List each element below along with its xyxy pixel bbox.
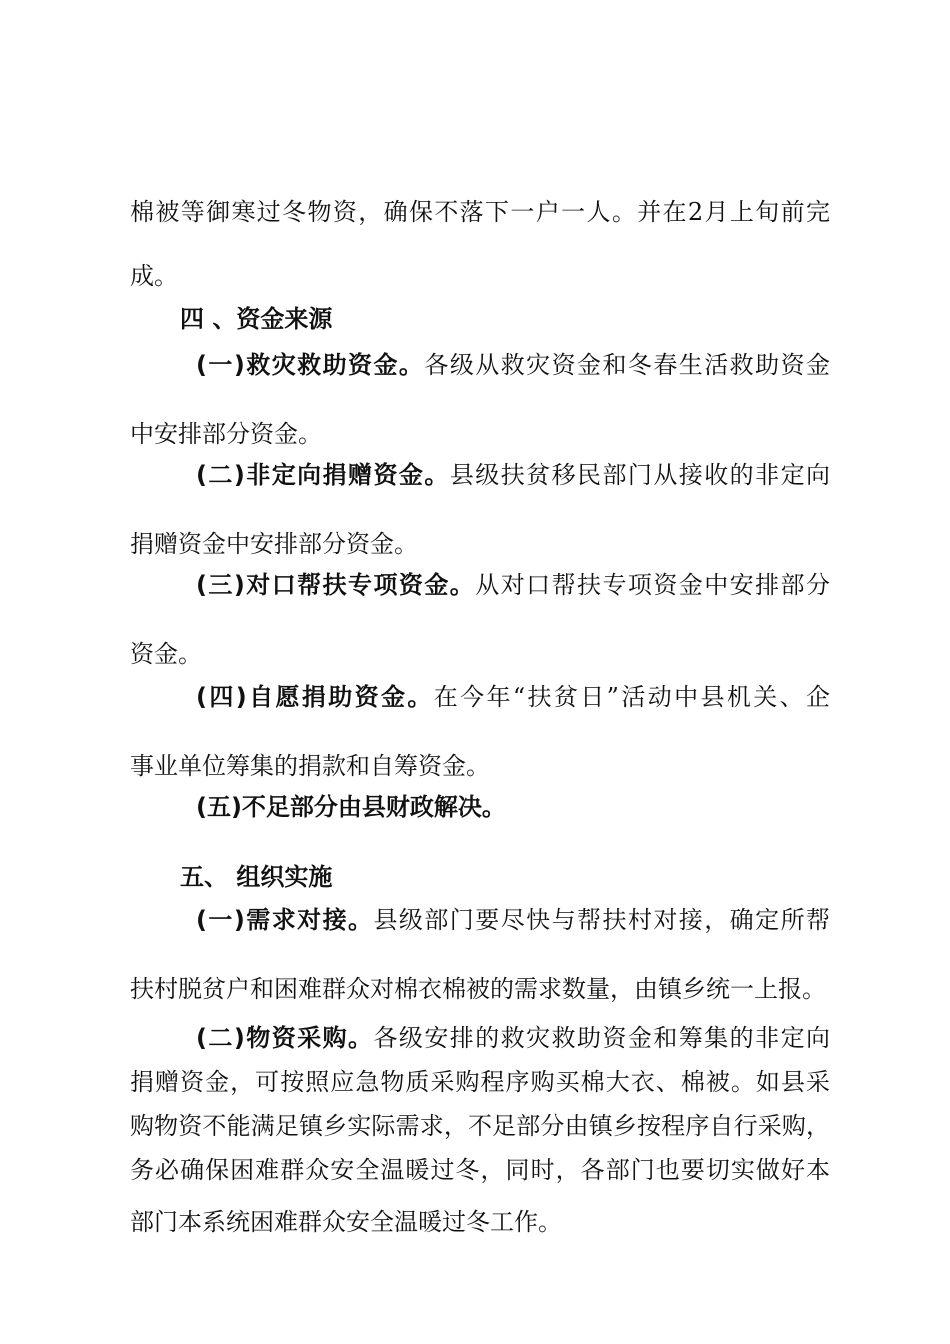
item-1 bbox=[196, 904, 830, 936]
paragraph-line: 捐赠资金中安排部分资金。 bbox=[130, 530, 418, 558]
item-3 bbox=[196, 569, 830, 601]
paragraph-line: 务必确保困难群众安全温暖过冬，同时，各部门也要切实做好本 bbox=[130, 1156, 830, 1184]
paragraph-line: 棉被等御寒过冬物资，确保不落下一户一人。并在2月上旬前完 bbox=[130, 198, 830, 226]
item-2 bbox=[196, 459, 830, 491]
paragraph-line: 资金。 bbox=[130, 640, 202, 668]
item-1 bbox=[196, 349, 830, 381]
item-label: (一)需求对接。 bbox=[196, 906, 374, 934]
paragraph-line: 成。 bbox=[130, 262, 178, 290]
item-text: 在今年“扶贫日”活动中县机关、企 bbox=[433, 683, 830, 711]
item-4 bbox=[196, 681, 830, 713]
item-text: 从对口帮扶专项资金中安排部分 bbox=[475, 571, 831, 599]
item-2 bbox=[196, 1022, 830, 1054]
paragraph-line: 部门本系统困难群众安全温暖过冬工作。 bbox=[130, 1208, 562, 1236]
paragraph-line: 捐赠资金，可按照应急物质采购程序购买棉大衣、棉被。如县采 bbox=[130, 1068, 830, 1096]
section-heading-4: 四 、资金来源 bbox=[180, 305, 333, 333]
item-text: 各级安排的救灾救助资金和筹集的非定向 bbox=[373, 1024, 831, 1052]
paragraph-line: 中安排部分资金。 bbox=[130, 420, 322, 448]
item-label: (五)不足部分由县财政解决。 bbox=[196, 793, 506, 821]
item-text: 县级扶贫移民部门从接收的非定向 bbox=[449, 461, 831, 489]
item-label: (二)非定向捐赠资金。 bbox=[196, 461, 450, 489]
section-heading-5: 五、 组织实施 bbox=[180, 863, 333, 891]
item-label: (三)对口帮扶专项资金。 bbox=[196, 571, 476, 599]
item-text: 各级从救灾资金和冬春生活救助资金 bbox=[424, 351, 831, 379]
item-label: (一)救灾救助资金。 bbox=[196, 351, 425, 379]
item-label: (四)自愿捐助资金。 bbox=[196, 683, 434, 711]
paragraph-line: 扶村脱贫户和困难群众对棉衣棉被的需求数量，由镇乡统一上报。 bbox=[130, 975, 826, 1003]
item-label: (二)物资采购。 bbox=[196, 1024, 374, 1052]
paragraph-line: 事业单位筹集的捐款和自筹资金。 bbox=[130, 752, 490, 780]
item-5 bbox=[196, 791, 830, 823]
paragraph-line: 购物资不能满足镇乡实际需求，不足部分由镇乡按程序自行采购， bbox=[130, 1112, 830, 1140]
item-text: 县级部门要尽快与帮扶村对接，确定所帮 bbox=[373, 906, 831, 934]
